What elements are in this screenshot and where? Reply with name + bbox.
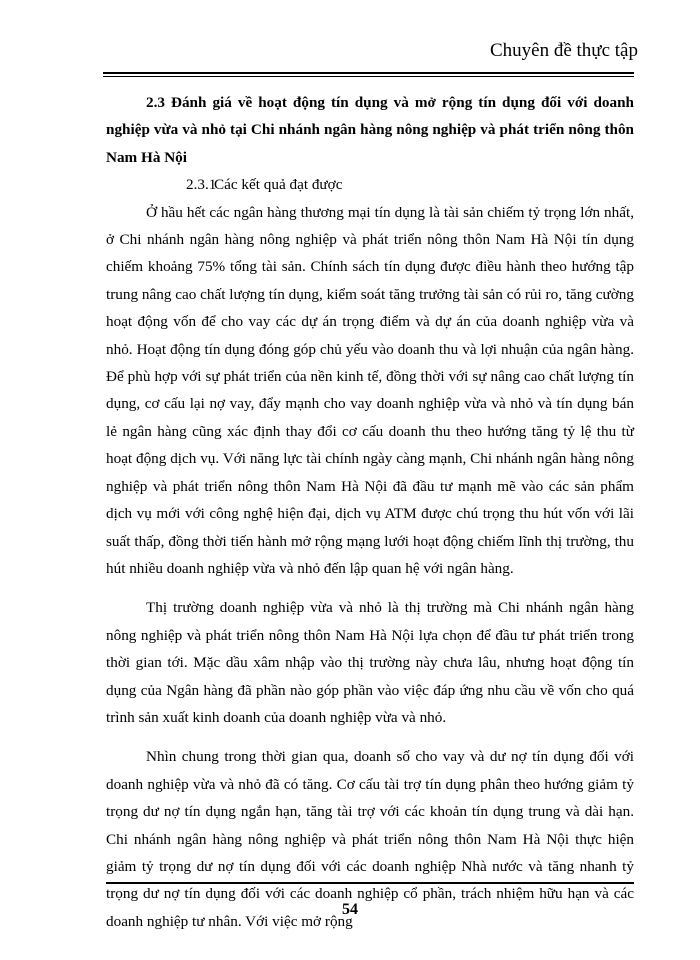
page-content: [106, 89, 634, 947]
subsection-number: 2.3.1: [186, 176, 217, 194]
paragraph: Ở hầu hết các ngân hàng thương mại tín dụng là tài sản chiếm tỷ trọng lớn nhất, ở Chi nhánh ngân hàng nông nghiệp và phát triển nông thôn Nam Hà Nội tín dụng chiếm khoảng 75% tổng tài sản. Chính sách tín dụng được điều hành theo hướng tập trung nâng cao chất lượng tín dụng, kiểm soát tăng trưởng tài sản có rủi ro, tăng cường hoạt động vốn để cho vay các dự án trọng điểm và dự án của doanh nghiệp vừa và nhỏ. Hoạt động tín dụng đóng góp chủ yếu vào doanh thu và lợi nhuận của ngân hàng. Để phù hợp với sự phát triển của nền kinh tế, đồng thời với sự nâng cao chất lượng tín dụng, cơ cấu lại nợ vay, đẩy mạnh cho vay doanh nghiệp vừa và nhỏ và tín dụng bán lẻ ngân hàng cũng xác định thay đổi cơ cấu doanh thu theo hướng tăng tỷ lệ thu từ hoạt động dịch vụ. Với năng lực tài chính ngày càng mạnh, Chi nhánh ngân hàng nông nghiệp và phát triển nông thôn Nam Hà Nội đã đầu tư mạnh mẽ vào các sản phẩm dịch vụ mới với công nghệ hiện đại, dịch vụ ATM được chú trọng thu hút vốn với lãi suất thấp, đồng thời tiến hành mở rộng mạng lưới hoạt động chiếm lĩnh thị trường, thu hút nhiều doanh nghiệp vừa và nhỏ đến lập quan hệ với ngân hàng.: [106, 203, 634, 577]
section-heading: 2.3 Đánh giá về hoạt động tín dụng và mở rộng tín dụng đối với doanh nghiệp vừa và nhỏ tại Chi nhánh ngân hàng nông nghiệp và phát triển nông thôn Nam Hà Nội: [106, 94, 634, 166]
header-rule: [103, 72, 634, 74]
subsection-heading: [106, 171, 634, 198]
page-number: 54: [342, 901, 358, 918]
subsection-title: Các kết quả đạt được: [214, 176, 343, 194]
header-rule-thin: [103, 76, 634, 77]
paragraph: Thị trường doanh nghiệp vừa và nhỏ là thị trường mà Chi nhánh ngân hàng nông nghiệp và phát triển nông thôn Nam Hà Nội lựa chọn để đầu tư phát triển trong thời gian tới. Mặc dầu xâm nhập vào thị trường này chưa lâu, nhưng hoạt động tín dụng của Ngân hàng đã phần nào góp phần vào việc đáp ứng nhu cầu về vốn cho quá trình sản xuất kinh doanh của doanh nghiệp vừa và nhỏ.: [106, 599, 634, 726]
footer-rule: [106, 882, 634, 884]
running-header: Chuyên đề thực tập: [489, 40, 638, 61]
paragraph: Nhìn chung trong thời gian qua, doanh số cho vay và dư nợ tín dụng đối với doanh nghiệp vừa và nhỏ đã có tăng. Cơ cấu tài trợ tín dụng phân theo hướng giảm tỷ trọng dư nợ tín dụng ngắn hạn, tăng tài trợ với các khoản tín dụng trung và dài hạn. Chi nhánh ngân hàng nông nghiệp và phát triển nông thôn Nam Hà Nội thực hiện giảm tỷ trọng dư nợ tín dụng đối với các doanh nghiệp Nhà nước và tăng nhanh tỷ trọng dư nợ tín dụng đối với các doanh nghiệp cổ phần, trách nhiệm hữu hạn và các doanh nghiệp tư nhân. Với việc mở rộng: [106, 748, 634, 930]
